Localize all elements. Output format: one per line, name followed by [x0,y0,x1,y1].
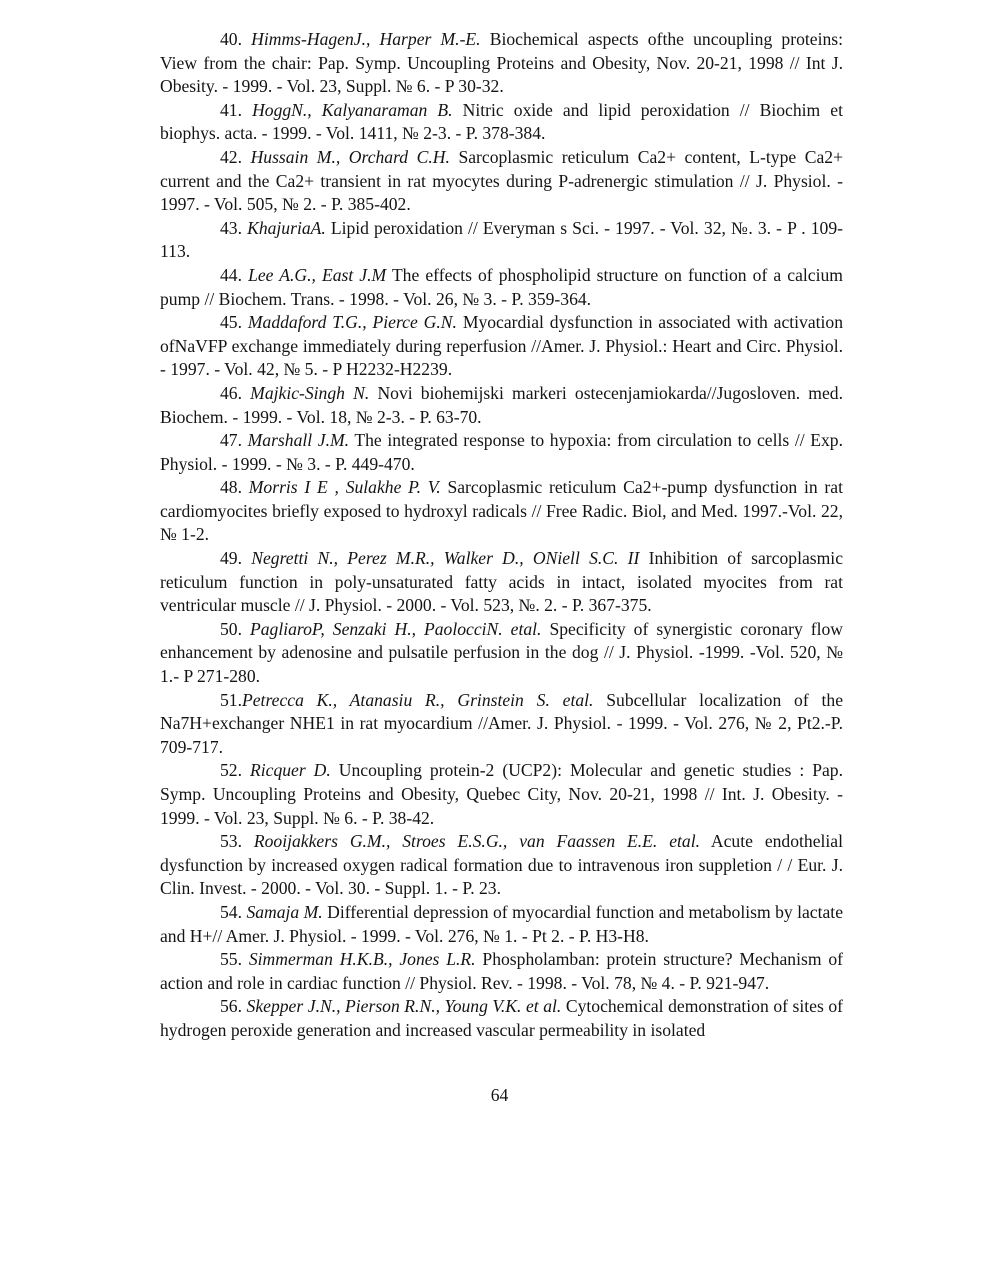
reference-number: 55. [220,949,242,970]
reference-text: Myocardial dysfunction in associated with activation ofNaVFP exchange immediately during reperfusion //Amer. J. Physiol.: Heart and Circ. Physiol. - 1997. - Vol. 42, № 5. - P H2232-H2239. [160,312,844,380]
reference-number: 40. [220,29,242,49]
reference-text: Phospholamban: protein structure? Mechanism of action and role in cardiac function // Physiol. Rev. - 1998. - Vol. 78, № 4. - P. 921-947. [160,949,843,993]
reference-number: 44. [220,264,242,285]
reference-authors: Ricquer D. [250,760,331,781]
reference-authors: Morris I E , Sulakhe P. V. [248,477,441,498]
reference-item [160,217,843,264]
reference-item [160,689,843,760]
reference-text: The effects of phospholipid structure on function of a calcium pump // Biochem. Trans. - 1998. - Vol. 26, № 3. - P. 359-364. [160,264,843,309]
reference-item [160,264,843,311]
reference-text: Nitric oxide and lipid peroxidation // Biochim et biophys. acta. - 1999. - Vol. 1411, № 2-3. - P. 378-384. [160,99,843,144]
reference-text: Sarcoplasmic reticulum Ca2+-pump dysfunction in rat cardiomyocites briefly exposed to hydroxyl radicals // Free Radic. Biol, and Med. 1997.-Vol. 22, № 1-2. [160,477,843,545]
reference-authors: PagliaroP, Senzaki H., PaolocciN. etal. [250,618,542,639]
reference-authors: Himms-HagenJ., Harper M.-E. [251,29,481,49]
reference-item [160,476,843,547]
reference-number: 45. [220,312,242,333]
reference-item [160,759,843,830]
reference-item [160,382,843,429]
reference-text: Inhibition of sarcoplasmic reticulum function in poly-unsaturated fatty acids in intact, isolated myocites from rat ventricular muscle // J. Physiol. - 2000. - Vol. 523, №. 2. - P. 367-375. [160,548,843,616]
reference-text: Differential depression of myocardial function and metabolism by lactate and H+// Amer. J. Physiol. - 1999. - Vol. 276, № 1. - Pt 2. - P. H3-H8. [160,901,844,946]
reference-item [160,995,843,1042]
reference-item [160,28,843,99]
reference-authors: Lee A.G., East J.M [248,264,387,285]
reference-number: 49. [220,548,242,569]
reference-text: Biochemical aspects ofthe uncoupling proteins: View from the chair: Pap. Symp. Uncoupling Proteins and Obesity, Nov. 20-21, 1998 // Int J. Obesity. - 1999. - Vol. 23, Suppl. № 6. - P 30-32. [160,29,843,97]
reference-text: Sarcoplasmic reticulum Ca2+ content, L-type Ca2+ current and the Ca2+ transient in rat myocytes during P-adrenergic stimulation // J. Physiol. - 1997. - Vol. 505, № 2. - P. 385-402. [160,146,843,215]
reference-item [160,99,843,146]
reference-authors: HoggN., Kalyanaraman B. [252,99,453,120]
reference-text: Uncoupling protein-2 (UCP2): Molecular and genetic studies : Pap. Symp. Uncoupling Proteins and Obesity, Quebec City, Nov. 20-21, 1998 // Int. J. Obesity. - 1999. - Vol. 23, Suppl. № 6. - P. 38-42. [160,760,843,828]
reference-number: 54. [220,901,242,922]
reference-authors: Hussain M., Orchard C.H. [250,146,450,167]
reference-item [160,901,843,948]
reference-authors: Negretti N., Perez M.R., Walker D., ONiell S.C. II [251,548,640,569]
reference-text: Acute endothelial dysfunction by increased oxygen radical formation due to intravenous iron suppletion / / Eur. J. Clin. Invest. - 2000. - Vol. 30. - Suppl. 1. - P. 23. [160,831,843,899]
reference-number: 53. [220,831,242,852]
reference-number: 46. [220,382,242,403]
reference-text: Novi biohemijski markeri ostecenjamiokarda//Jugosloven. med. Biochem. - 1999. - Vol. 18, № 2-3. - P. 63-70. [160,382,843,427]
reference-text: Subcellular localization of the Na7H+exchanger NHE1 in rat myocardium //Amer. J. Physiol. - 1999. - Vol. 276, № 2, Pt2.-P. 709-717. [160,689,843,757]
reference-number: 50. [220,618,242,639]
reference-item [160,146,843,217]
reference-authors: Petrecca K., Atanasiu R., Grinstein S. etal. [242,689,594,710]
reference-authors: Samaja M. [246,901,323,922]
reference-text: Cytochemical demonstration of sites of hydrogen peroxide generation and increased vascular permeability in isolated [160,996,843,1040]
reference-text: Lipid peroxidation // Everyman s Sci. - 1997. - Vol. 32, №. 3. - P . 109-113. [160,217,844,262]
reference-item [160,311,843,382]
reference-number: 51. [220,689,242,710]
reference-number: 48. [220,477,242,498]
reference-item [160,948,843,995]
page-number: 64 [490,1085,509,1105]
reference-text: The integrated response to hypoxia: from circulation to cells // Exp. Physiol. - 1999. - № 3. - P. 449-470. [160,430,843,474]
reference-number: 41. [220,99,242,120]
reference-authors: Majkic-Singh N. [250,382,370,403]
reference-item [160,830,843,901]
reference-authors: Skepper J.N., Pierson R.N., Young V.K. et al. [246,996,562,1017]
reference-list [160,28,843,1043]
reference-item [160,547,843,618]
reference-number: 42. [220,146,242,167]
reference-authors: Rooijakkers G.M., Stroes E.S.G., van Faassen E.E. etal. [253,831,700,852]
reference-number: 52. [220,760,242,781]
reference-authors: KhajuriaA. [247,217,326,238]
reference-text: Specificity of synergistic coronary flow enhancement by adenosine and pulsatile perfusion in the dog // J. Physiol. -1999. -Vol. 520, № 1.- P 271-280. [160,618,843,687]
reference-item [160,429,843,476]
reference-item [160,618,843,689]
reference-authors: Maddaford T.G., Pierce G.N. [247,312,457,333]
reference-number: 56. [220,996,242,1017]
reference-authors: Simmerman H.K.B., Jones L.R. [248,949,476,970]
reference-number: 43. [220,217,242,238]
reference-number: 47. [220,430,242,451]
reference-authors: Marshall J.M. [247,430,350,451]
